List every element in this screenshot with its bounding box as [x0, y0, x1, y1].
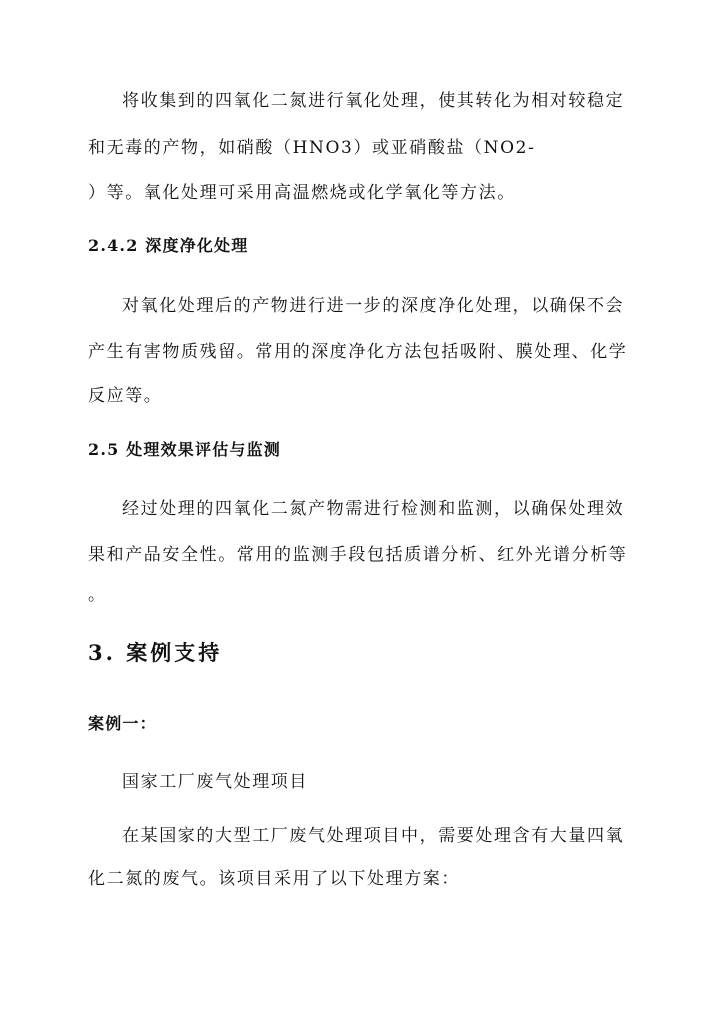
paragraph-line: 果和产品安全性。常用的监测手段包括质谱分析、红外光谱分析等: [88, 545, 628, 565]
paragraph-line: 。: [88, 585, 107, 605]
paragraph-line: 将收集到的四氧化二氮进行氧化处理，使其转化为相对较稳定: [122, 91, 625, 111]
paragraph-line: 对氧化处理后的产物进行进一步的深度净化处理，以确保不会: [122, 296, 625, 316]
paragraph-line: ）等。氧化处理可采用高温燃烧或化学氧化等方法。: [88, 183, 516, 203]
project-title: 国家工厂废气处理项目: [122, 772, 308, 792]
paragraph-line: 在某国家的大型工厂废气处理项目中，需要处理含有大量四氧: [122, 826, 625, 846]
paragraph-line: 反应等。: [88, 386, 163, 406]
paragraph-line: 经过处理的四氧化二氮产物需进行检测和监测，以确保处理效: [122, 499, 625, 519]
section-heading-2-4-2: 2.4.2 深度净化处理: [88, 236, 249, 255]
paragraph-line: 产生有害物质残留。常用的深度净化方法包括吸附、膜处理、化学: [88, 342, 628, 362]
paragraph-line: 和无毒的产物，如硝酸（HNO3）或亚硝酸盐（NO2-: [88, 138, 536, 158]
paragraph-line: 化二氮的废气。该项目采用了以下处理方案：: [88, 869, 460, 889]
section-heading-3: 3. 案例支持: [88, 640, 223, 665]
section-heading-2-5: 2.5 处理效果评估与监测: [88, 440, 282, 459]
case-heading: 案例一：: [88, 714, 157, 733]
